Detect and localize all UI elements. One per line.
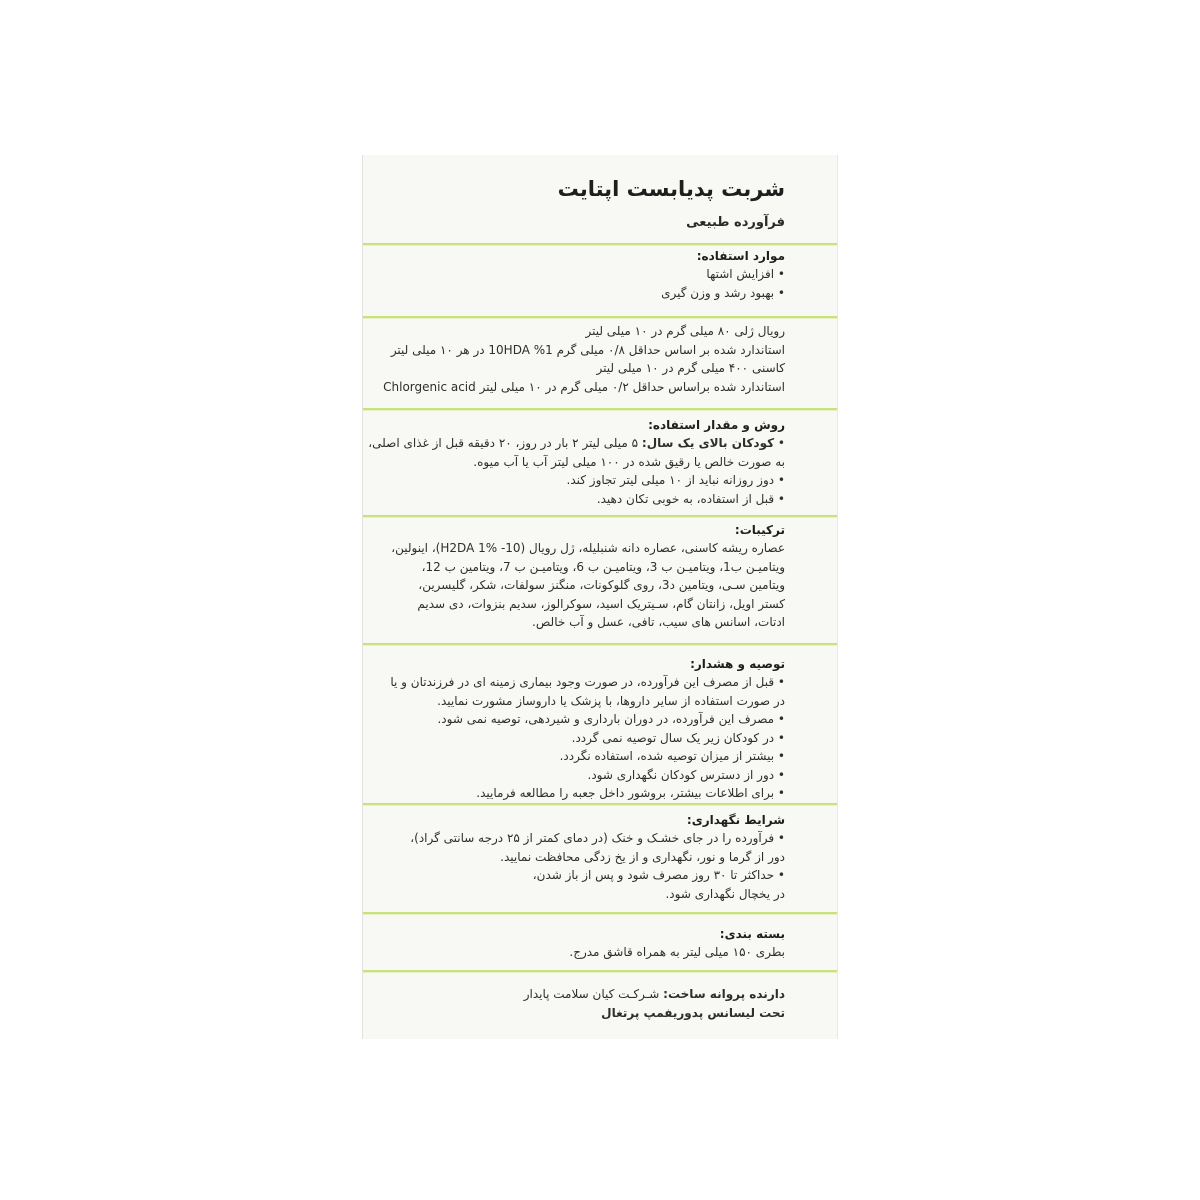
warning-item-leaflet: • برای اطلاعات بیشتر، بروشور داخل جعبه را مطالعه فرمایید. <box>387 784 785 803</box>
dosage-heading: روش و مقدار استفاده: <box>648 418 785 432</box>
storage-item-after-opening: • حداکثر تا ۳۰ روز مصرف شود و پس از باز شدن، <box>387 866 785 885</box>
storage-section <box>387 811 785 903</box>
license-text: تحت لیسانس پدوریفمپ پرتغال <box>601 1005 785 1020</box>
warning-item-consult: • قبل از مصرف این فرآورده، در صورت وجود بیماری زمینه ای در فرزندتان و یا <box>387 673 785 692</box>
dosage-item-shake: • قبل از استفاده، به خوبی تکان دهید. <box>387 490 785 509</box>
divider-6 <box>363 803 837 805</box>
divider-4 <box>363 515 837 517</box>
storage-item-cool-dry: • فرآورده را در جای خشـک و خنک (در دمای کمتر از ۲۵ درجه سانتی گراد)، <box>387 829 785 848</box>
composition-line-2: ویتامیـن ب1، ویتامیـن ب 3، ویتامیـن ب 6، ویتامیـن ب 7، ویتامین ب 12، <box>421 559 785 574</box>
chicory-amount: کاسنی ۴۰۰ میلی گرم در ۱۰ میلی لیتر <box>596 361 785 375</box>
manufacturer-label: دارنده پروانه ساخت: <box>663 987 785 1001</box>
dosage-children-text: ۵ میلی لیتر ۲ بار در روز، ۲۰ دقیقه قبل از غذای اصلی، <box>368 436 639 450</box>
uses-section <box>387 247 785 302</box>
ingredient-amounts-section <box>383 322 785 396</box>
manufacturer-section <box>387 985 785 1022</box>
uses-item-growth: • بهبود رشد و وزن گیری <box>387 284 785 303</box>
divider-2 <box>363 316 837 318</box>
packaging-heading: بسته بندی: <box>719 927 785 941</box>
composition-line-1: عصاره ریشه کاسنی، عصاره دانه شنبلیله، ژل رویال (H2DA 1% -10)، اینولین، <box>391 541 785 555</box>
warnings-section <box>387 655 785 803</box>
composition-line-3: ویتامین سـی، ویتامین د3، روی گلوکونات، منگنز سولفات، شکر، گلیسرین، <box>418 578 785 592</box>
divider-5 <box>363 643 837 645</box>
composition-line-5: ادتات، اسانس های سیب، تافی، عسل و آب خالص. <box>532 615 785 629</box>
royal-jelly-standardization: استاندارد شده بر اساس حداقل ۰/۸ میلی گرم 1% 10HDA در هر ۱۰ میلی لیتر <box>390 342 785 357</box>
license-line <box>387 1004 785 1023</box>
product-subtitle: فرآورده طبیعی <box>686 215 785 230</box>
dosage-item-max-dose: • دوز روزانه نباید از ۱۰ میلی لیتر تجاوز کند. <box>387 471 785 490</box>
storage-item-cool-dry-cont: دور از گرما و نور، نگهداری و از یخ زدگی محافظت نمایید. <box>500 849 785 864</box>
warning-item-consult-cont: در صورت استفاده از سایر داروها، با پزشک یا داروساز مشورت نمایید. <box>437 693 785 708</box>
uses-heading: موارد استفاده: <box>696 249 785 263</box>
warnings-heading: توصیه و هشدار: <box>690 657 785 671</box>
storage-item-after-opening-cont: در یخچال نگهداری شود. <box>665 886 785 901</box>
divider-7 <box>363 912 837 914</box>
warning-item-children-reach: • دور از دسترس کودکان نگهداری شود. <box>387 766 785 785</box>
warning-item-under-one: • در کودکان زیر یک سال توصیه نمی گردد. <box>387 729 785 748</box>
warning-item-overdose: • بیشتر از میزان توصیه شده، استفاده نگردد. <box>387 747 785 766</box>
product-title: شربت پدیابست اپتایت <box>557 177 785 201</box>
composition-heading: ترکیبات: <box>734 523 785 537</box>
dosage-item-children <box>368 434 785 453</box>
packaging-section <box>387 925 785 962</box>
chicory-standardization: استاندارد شده براساس حداقل ۰/۲ میلی گرم در ۱۰ میلی لیتر Chlorgenic acid <box>383 379 785 394</box>
dosage-item-children-cont: به صورت خالص یا رقیق شده در ۱۰۰ میلی لیتر آب یا آب میوه. <box>473 454 785 469</box>
divider-3 <box>363 408 837 410</box>
manufacturer-line <box>387 985 785 1004</box>
packaging-text: بطری ۱۵۰ میلی لیتر به همراه قاشق مدرج. <box>569 945 785 959</box>
dosage-section <box>368 416 785 508</box>
manufacturer-name: شـرکـت کیان سلامت پایدار <box>523 987 660 1001</box>
dosage-children-label: کودکان بالای یک سال: <box>641 436 775 450</box>
storage-heading: شرایط نگهداری: <box>686 813 785 827</box>
divider-8 <box>363 970 837 972</box>
composition-section <box>387 521 785 632</box>
royal-jelly-amount: رویال ژلی ۸۰ میلی گرم در ۱۰ میلی لیتر <box>585 324 785 338</box>
uses-item-appetite: • افزایش اشتها <box>387 265 785 284</box>
warning-item-pregnancy: • مصرف این فرآورده، در دوران بارداری و شیردهی، توصیه نمی شود. <box>387 710 785 729</box>
divider-1 <box>363 243 837 245</box>
composition-line-4: کستر اویل، زانتان گام، سـیتریک اسید، سوکرالوز، سدیم بنزوات، دی سدیم <box>417 596 785 611</box>
product-box-side-panel <box>362 155 838 1039</box>
